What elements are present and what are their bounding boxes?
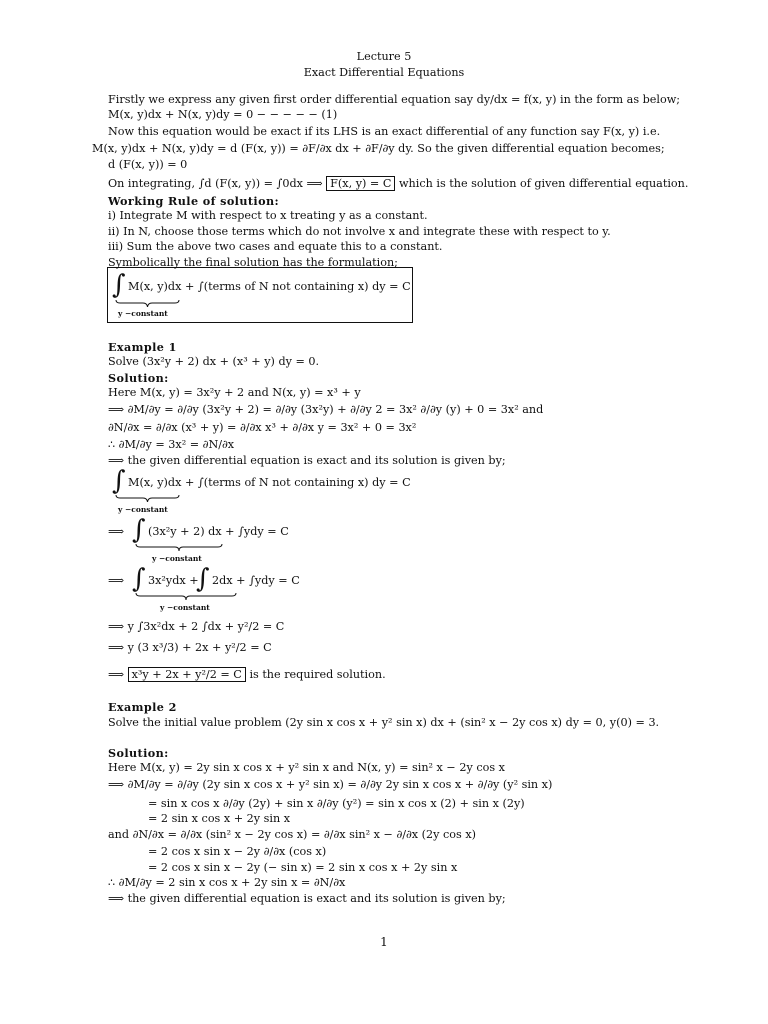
underbrace-icon — [135, 592, 237, 601]
required-solution-box: x³y + 2x + y²/2 = C — [128, 667, 246, 682]
intro-line-3: Now this equation would be exact if its LHS is an exact differential of any function say F(x, y) i.e. — [108, 125, 661, 138]
integral-sign: ∫ — [132, 564, 146, 594]
example-2-line-1: Here M(x, y) = 2y sin x cos x + y² sin x and N(x, y) = sin² x − 2y cos x — [108, 761, 505, 774]
example-1-line-2: ⟹ ∂M/∂y = ∂/∂y (3x²y + 2) = ∂/∂y (3x²y) + ∂/∂y 2 = 3x² ∂/∂y (y) + 0 = 3x² and — [108, 403, 544, 416]
symbolic-text: Symbolically the final solution has the formulation; — [108, 256, 398, 269]
example-2-line-6: = 2 cos x sin x − 2y ∂/∂x (cos x) — [148, 845, 327, 858]
intro-line-2: M(x, y)dx + N(x, y)dy = 0 − − − − − (1) — [108, 108, 338, 121]
example-1-line-3: ∂N/∂x = ∂/∂x (x³ + y) = ∂/∂x x³ + ∂/∂x y = 3x² + 0 = 3x² — [108, 421, 417, 434]
example-2-line-8: ∴ ∂M/∂y = 2 sin x cos x + 2y sin x = ∂N/∂x — [108, 876, 346, 889]
example-2-heading: Example 2 — [108, 700, 177, 714]
page-number: 1 — [380, 935, 388, 949]
example-1-formula-4: ⟹ y ∫3x²dx + 2 ∫dx + y²/2 = C — [108, 620, 285, 633]
underbrace-icon — [115, 494, 180, 503]
example-2-line-3: = sin x cos x ∂/∂y (2y) + sin x ∂/∂y (y²) = sin x cos x (2) + sin x (2y) — [148, 797, 525, 810]
y-constant-label: y −constant — [118, 309, 168, 318]
intro-line-6 — [108, 177, 688, 191]
example-1-heading: Example 1 — [108, 340, 177, 354]
implies-arrow: ⟹ — [108, 574, 125, 587]
lecture-number: Lecture 5 — [356, 50, 412, 63]
example-1-line-4: ∴ ∂M/∂y = 3x² = ∂N/∂x — [108, 438, 235, 451]
example-1-formula-5: ⟹ y (3 x³/3) + 2x + y²/2 = C — [108, 641, 272, 654]
example-2-line-9: ⟹ the given differential equation is exact and its solution is given by; — [108, 892, 506, 905]
integration-text: On integrating, ∫d (F(x, y)) = ∫0dx ⟹ — [108, 177, 323, 190]
example-1-formula-3b: 2dx + ∫ydy = C — [212, 574, 300, 587]
general-solution-box: F(x, y) = C — [326, 176, 395, 191]
required-solution-text: is the required solution. — [249, 668, 386, 681]
example-1-formula-1: M(x, y)dx + ∫(terms of N not containing x) dy = C — [128, 476, 411, 489]
integral-sign: ∫ — [112, 466, 126, 496]
example-1-line-1: Here M(x, y) = 3x²y + 2 and N(x, y) = x³ + y — [108, 386, 361, 399]
rule-step-1: i) Integrate M with respect to x treating y as a constant. — [108, 209, 428, 222]
page-title: Exact Differential Equations — [303, 66, 465, 79]
example-2-solution-heading: Solution: — [108, 746, 169, 760]
example-2-line-2: ⟹ ∂M/∂y = ∂/∂y (2y sin x cos x + y² sin x) = ∂/∂y 2y sin x cos x + ∂/∂y (y² sin x) — [108, 778, 553, 791]
y-constant-label: y −constant — [152, 554, 202, 563]
example-2-line-4: = 2 sin x cos x + 2y sin x — [148, 812, 291, 825]
example-1-solution-heading: Solution: — [108, 371, 169, 385]
rule-formula: M(x, y)dx + ∫(terms of N not containing x) dy = C — [128, 280, 411, 293]
example-1-formula-2: (3x²y + 2) dx + ∫ydy = C — [148, 525, 289, 538]
underbrace-icon — [135, 543, 223, 552]
rule-step-3: iii) Sum the above two cases and equate this to a constant. — [108, 240, 443, 253]
example-2-line-5: and ∂N/∂x = ∂/∂x (sin² x − 2y cos x) = ∂/∂x sin² x − ∂/∂x (2y cos x) — [108, 828, 477, 841]
solution-remark: which is the solution of given differential equation. — [398, 177, 689, 190]
implies-arrow: ⟹ — [108, 525, 125, 538]
y-constant-label: y −constant — [118, 505, 168, 514]
integral-sign: ∫ — [196, 564, 210, 594]
integral-sign: ∫ — [132, 515, 146, 545]
example-1-problem: Solve (3x²y + 2) dx + (x³ + y) dy = 0. — [108, 355, 320, 368]
example-2-line-7: = 2 cos x sin x − 2y (− sin x) = 2 sin x cos x + 2y sin x — [148, 861, 458, 874]
intro-line-5: d (F(x, y)) = 0 — [108, 158, 188, 171]
rule-step-2: ii) In N, choose those terms which do not involve x and integrate these with respect to y. — [108, 225, 611, 238]
intro-line-4: M(x, y)dx + N(x, y)dy = d (F(x, y)) = ∂F/∂x dx + ∂F/∂y dy. So the given differential equation becomes; — [92, 142, 665, 155]
y-constant-label: y −constant — [160, 603, 210, 612]
integral-sign: ∫ — [112, 270, 126, 300]
underbrace-icon — [115, 299, 180, 308]
example-1-line-5: ⟹ the given differential equation is exact and its solution is given by; — [108, 454, 506, 467]
example-1-final — [108, 668, 386, 682]
intro-line-1: Firstly we express any given first order differential equation say dy/dx = f(x, y) in the form as below; — [108, 93, 681, 106]
example-2-problem: Solve the initial value problem (2y sin x cos x + y² sin x) dx + (sin² x − 2y cos x) dy = 0, y(0) = 3. — [108, 716, 660, 729]
example-1-formula-3a: 3x²ydx + — [148, 574, 199, 587]
working-rule-heading: Working Rule of solution: — [108, 194, 280, 208]
implies-arrow: ⟹ — [108, 668, 125, 681]
